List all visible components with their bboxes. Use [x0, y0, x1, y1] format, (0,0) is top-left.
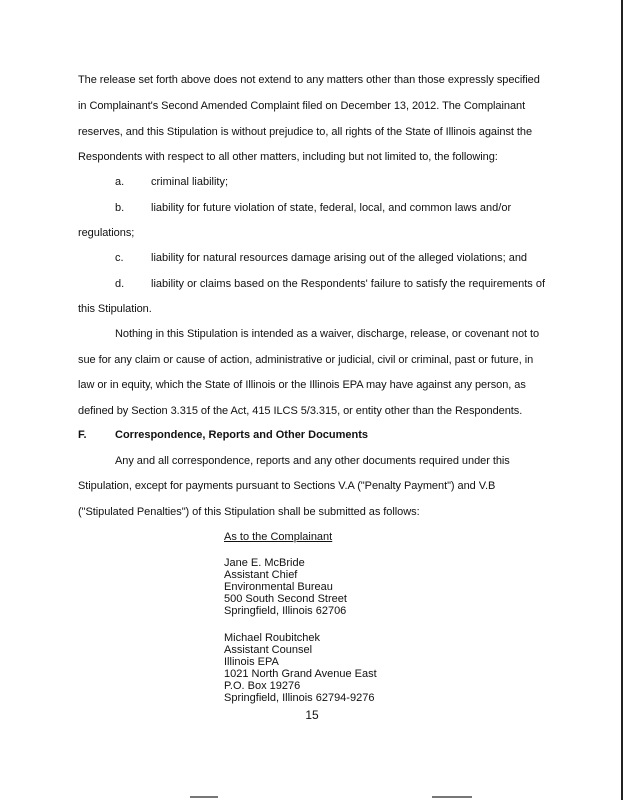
address-line: Michael Roubitchek [224, 632, 320, 644]
address-line: Springfield, Illinois 62706 [224, 605, 347, 617]
list-item-letter: a. [115, 176, 125, 188]
address-line: Assistant Chief [224, 569, 298, 581]
address-line: 1021 North Grand Avenue East [224, 668, 377, 680]
address-heading: As to the Complainant [224, 531, 333, 543]
address-line: Jane E. McBride [224, 557, 305, 569]
paragraph-line: defined by Section 3.315 of the Act, 415 ILCS 5/3.315, or entity other than the Respondents. [78, 405, 523, 417]
paragraph-line: law or in equity, which the State of Illinois or the Illinois EPA may have against any person, as [78, 379, 526, 391]
paragraph-line: Any and all correspondence, reports and any other documents required under this [115, 455, 510, 467]
section-title: Correspondence, Reports and Other Documents [115, 429, 369, 441]
address-line: Springfield, Illinois 62794-9276 [224, 692, 375, 704]
paragraph-line: in Complainant's Second Amended Complaint filed on December 13, 2012. The Complainant [78, 100, 526, 112]
list-item-letter: d. [115, 278, 125, 290]
list-item-text: liability for natural resources damage arising out of the alleged violations; and [151, 252, 528, 264]
scan-artifact [432, 796, 472, 798]
list-item-continuation: regulations; [78, 227, 135, 239]
page-number: 15 [305, 708, 319, 722]
paragraph-line: The release set forth above does not extend to any matters other than those expressly specified [78, 74, 540, 86]
list-item-letter: c. [115, 252, 124, 264]
address-line: Environmental Bureau [224, 581, 333, 593]
list-item-continuation: this Stipulation. [78, 303, 152, 315]
list-item-text: liability or claims based on the Respondents' failure to satisfy the requirements of [151, 278, 546, 290]
paragraph-line: Nothing in this Stipulation is intended as a waiver, discharge, release, or covenant not to [115, 328, 540, 340]
paragraph-line: sue for any claim or cause of action, administrative or judicial, civil or criminal, past or future, in [78, 354, 534, 366]
address-line: 500 South Second Street [224, 593, 347, 605]
paragraph-line: Respondents with respect to all other matters, including but not limited to, the following: [78, 151, 498, 163]
paragraph-line: ("Stipulated Penalties") of this Stipulation shall be submitted as follows: [78, 506, 420, 518]
paragraph-line: reserves, and this Stipulation is without prejudice to, all rights of the State of Illinois against the [78, 126, 533, 138]
address-line: Illinois EPA [224, 656, 279, 668]
address-line: P.O. Box 19276 [224, 680, 301, 692]
address-line: Assistant Counsel [224, 644, 313, 656]
list-item-text: liability for future violation of state, federal, local, and common laws and/or [151, 202, 512, 214]
list-item-letter: b. [115, 202, 125, 214]
list-item-text: criminal liability; [151, 176, 229, 188]
paragraph-line: Stipulation, except for payments pursuant to Sections V.A ("Penalty Payment") and V.B [78, 480, 496, 492]
scan-edge-line [621, 0, 623, 800]
scan-artifact [190, 796, 218, 798]
section-letter: F. [78, 429, 87, 441]
